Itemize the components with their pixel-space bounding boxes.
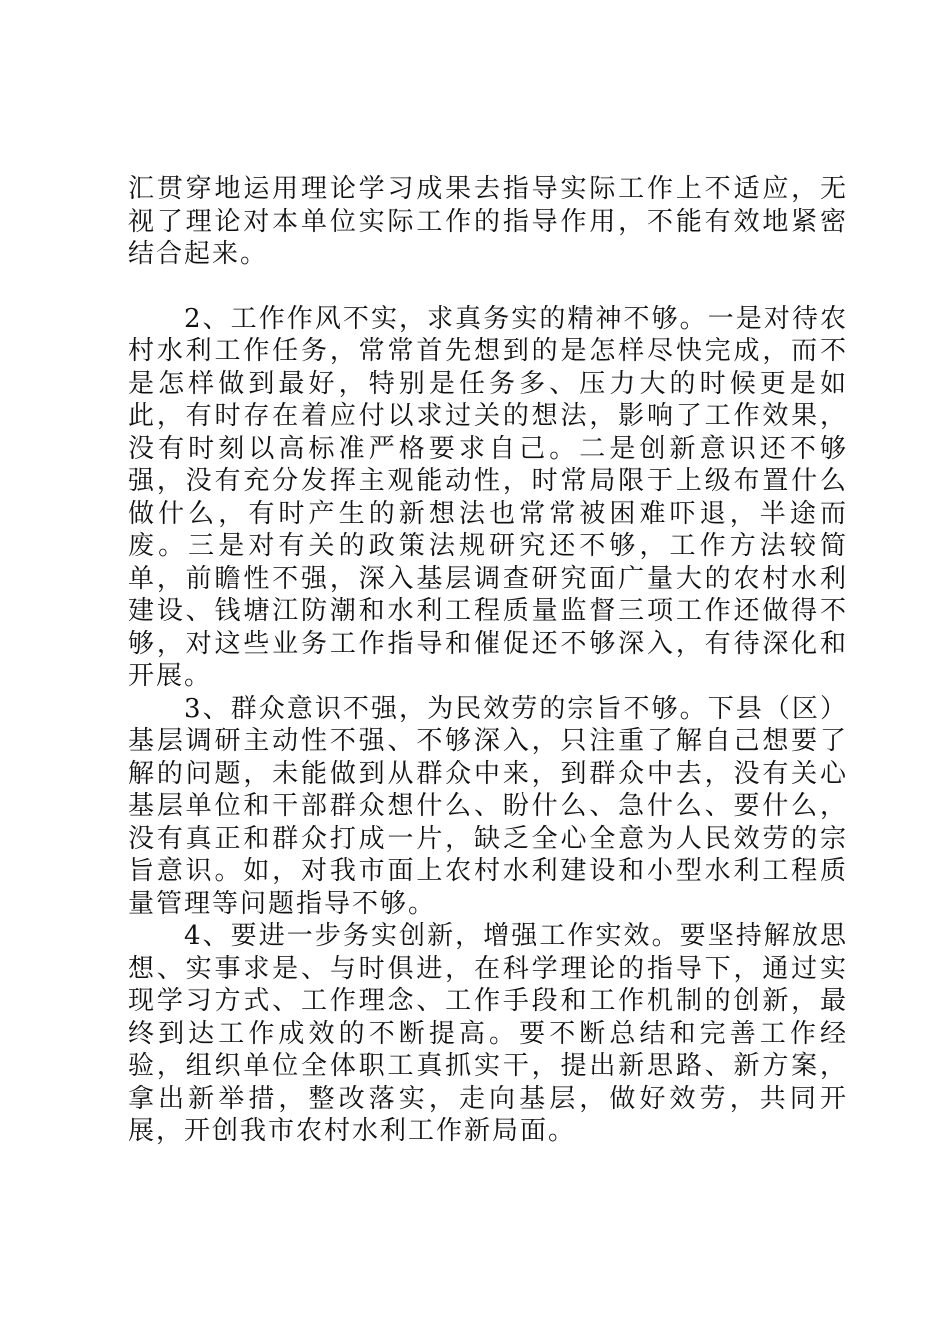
document-body bbox=[128, 173, 848, 1148]
paragraph-work-style: 2、工作作风不实，求真务实的精神不够。一是对待农村水利工作任务，常常首先想到的是怎样尽快完成，而不是怎样做到最好，特别是任务多、压力大的时候更是如此，有时存在着应付以求过关的想法，影响了工作效果，没有时刻以高标准严格要求自己。二是创新意识还不够强，没有充分发挥主观能动性，时常局限于上级布置什么做什么，有时产生的新想法也常常被困难吓退，半途而废。三是对有关的政策法规研究还不够，工作方法较简单，前瞻性不强，深入基层调查研究面广量大的农村水利建设、钱塘江防潮和水利工程质量监督三项工作还做得不够，对这些业务工作指导和催促还不够深入，有待深化和开展。 bbox=[128, 303, 848, 691]
paragraph-mass-awareness: 3、群众意识不强，为民效劳的宗旨不够。下县（区）基层调研主动性不强、不够深入，只注重了解自己想要了解的问题，未能做到从群众中来，到群众中去，没有关心基层单位和干部群众想什么、盼什么、急什么、要什么，没有真正和群众打成一片，缺乏全心全意为人民效劳的宗旨意识。如，对我市面上农村水利建设和小型水利工程质量管理等问题指导不够。 bbox=[128, 693, 848, 919]
paragraph-innovation: 4、要进一步务实创新，增强工作实效。要坚持解放思想、实事求是、与时俱进，在科学理论的指导下，通过实现学习方式、工作理念、工作手段和工作机制的创新，最终到达工作成效的不断提高。要不断总结和完善工作经验，组织单位全体职工真抓实干，提出新思路、新方案，拿出新举措，整改落实，走向基层，做好效劳，共同开展，开创我市农村水利工作新局面。 bbox=[128, 921, 848, 1146]
paragraph-continuation: 汇贯穿地运用理论学习成果去指导实际工作上不适应，无视了理论对本单位实际工作的指导作用，不能有效地紧密结合起来。 bbox=[128, 174, 848, 269]
